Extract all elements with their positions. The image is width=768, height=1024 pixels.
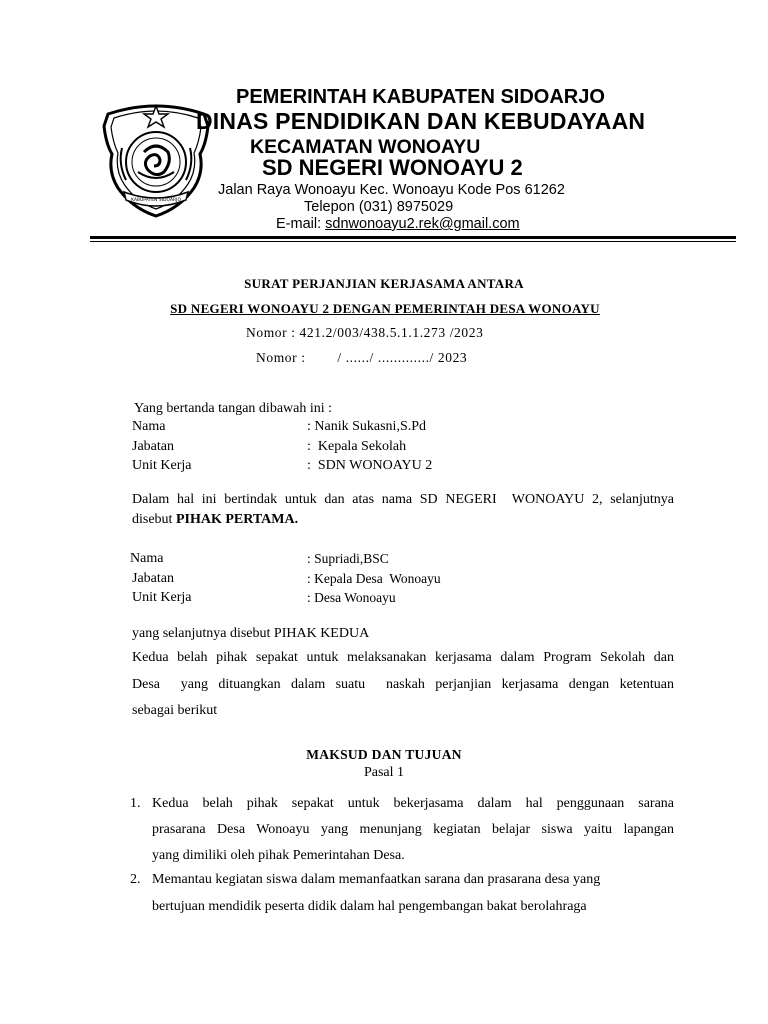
- party2-name-label: Nama: [130, 551, 164, 566]
- list-item-line: yang dimiliki oleh pihak Pemerintahan Desa.: [152, 848, 405, 863]
- document-title-line1: SURAT PERJANJIAN KERJASAMA ANTARA: [244, 276, 524, 291]
- agreement-line2: Desa yang dituangkan dalam suatu naskah perjanjian kerjasama dengan ketentuan: [132, 677, 674, 692]
- letterhead-department: DINAS PENDIDIKAN DAN KEBUDAYAAN: [196, 108, 646, 134]
- party2-unit-value: : Desa Wonoayu: [307, 590, 396, 605]
- section-title: MAKSUD DAN TUJUAN: [306, 747, 462, 762]
- document-number-village: Nomor : / ....../ ............./ 2023: [256, 350, 468, 365]
- svg-text:KABUPATEN SIDOARJO: KABUPATEN SIDOARJO: [130, 198, 182, 203]
- party1-statement-line2: [132, 512, 298, 528]
- party1-unit-value: : SDN WONOAYU 2: [307, 458, 433, 473]
- letterhead-divider-thick: [90, 236, 736, 239]
- party1-statement-line1: Dalam hal ini bertindak untuk dan atas nama SD NEGERI WONOAYU 2, selanjutnya: [132, 492, 674, 507]
- list-item-line: bertujuan mendidik peserta didik dalam hal pengembangan bakat berolahraga: [152, 899, 587, 914]
- party2-position-value: : Kepala Desa Wonoayu: [307, 571, 441, 586]
- letterhead-address: Jalan Raya Wonoayu Kec. Wonoayu Kode Pos 61262: [218, 182, 565, 198]
- party2-statement: yang selanjutnya disebut PIHAK KEDUA: [132, 626, 370, 641]
- party1-position-label: Jabatan: [132, 439, 174, 454]
- email-link[interactable]: sdnwonoayu2.rek@gmail.com: [325, 216, 520, 232]
- agreement-line1: Kedua belah pihak sepakat untuk melaksanakan kerjasama dalam Program Sekolah dan: [132, 650, 674, 665]
- party1-role: PIHAK PERTAMA.: [175, 512, 299, 527]
- intro-text: Yang bertanda tangan dibawah ini :: [134, 401, 333, 416]
- letterhead-phone: Telepon (031) 8975029: [304, 199, 454, 215]
- letterhead-government: PEMERINTAH KABUPATEN SIDOARJO: [236, 86, 605, 108]
- agreement-line3: sebagai berikut: [132, 703, 218, 718]
- list-item-number: 2.: [130, 872, 141, 887]
- letterhead-email-row: [276, 216, 520, 232]
- party1-unit-label: Unit Kerja: [132, 458, 192, 473]
- party1-name-value: : Nanik Sukasni,S.Pd: [307, 419, 427, 434]
- party1-name-label: Nama: [132, 419, 166, 434]
- list-item-line: Memantau kegiatan siswa dalam memanfaatkan sarana dan prasarana desa yang: [152, 872, 601, 887]
- letterhead-school-name: SD NEGERI WONOAYU 2: [262, 155, 523, 180]
- party1-statement-prefix: disebut: [132, 512, 176, 527]
- document-title-line2: SD NEGERI WONOAYU 2 DENGAN PEMERINTAH DESA WONOAYU: [170, 301, 600, 316]
- section-article: Pasal 1: [363, 765, 405, 780]
- document-number-school: Nomor : 421.2/003/438.5.1.1.273 /2023: [246, 325, 484, 340]
- list-item-line: Kedua belah pihak sepakat untuk bekerjasama dalam hal penggunaan sarana: [152, 796, 674, 811]
- letterhead-district: KECAMATAN WONOAYU: [250, 136, 481, 158]
- party2-name-value: : Supriadi,BSC: [307, 551, 389, 566]
- list-item-line: prasarana Desa Wonoayu yang menunjang kegiatan belajar siswa yaitu lapangan: [152, 822, 674, 837]
- email-label: E-mail:: [276, 216, 326, 232]
- list-item-number: 1.: [130, 796, 141, 811]
- party2-unit-label: Unit Kerja: [132, 590, 192, 605]
- party2-position-label: Jabatan: [132, 571, 174, 586]
- letterhead-divider-thin: [90, 241, 736, 242]
- party1-position-value: : Kepala Sekolah: [307, 439, 407, 454]
